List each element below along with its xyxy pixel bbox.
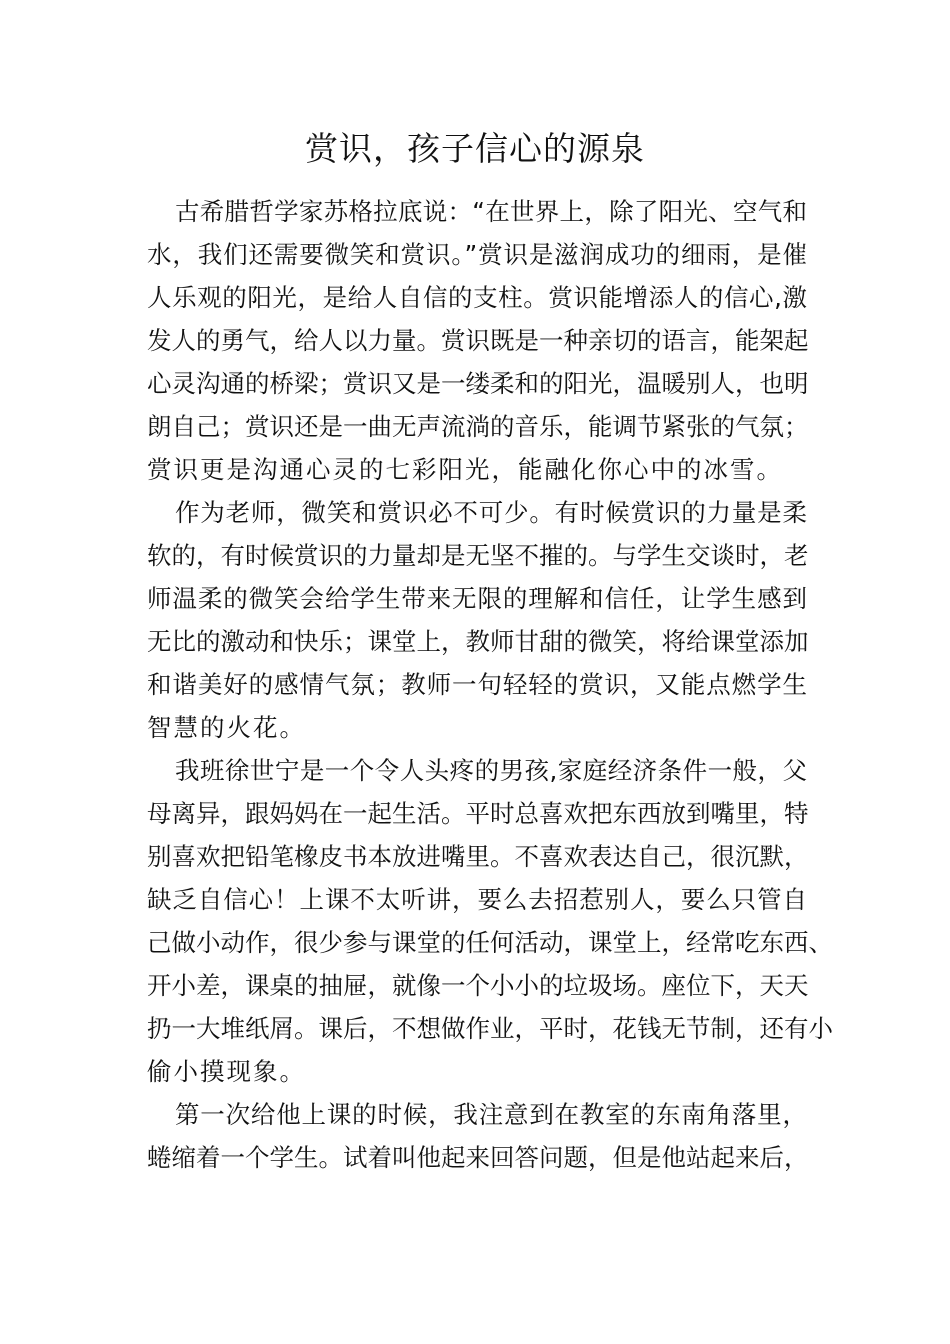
text-line: 水，我们还需要微笑和赏识。”赏识是滋润成功的细雨，是催	[147, 240, 807, 269]
text-line: 蜷缩着一个学生。试着叫他起来回答问题，但是他站起来后，	[147, 1143, 809, 1172]
text-line: 偷小摸现象。	[147, 1057, 306, 1086]
text-line: 古希腊哲学家苏格拉底说：“在世界上，除了阳光、空气和	[175, 197, 807, 226]
text-line: 师温柔的微笑会给学生带来无限的理解和信任，让学生感到	[147, 584, 807, 613]
text-line: 开小差，课桌的抽屉，就像一个小小的垃圾场。座位下，天天	[147, 971, 809, 1000]
text-line: 和谐美好的感情气氛；教师一句轻轻的赏识，又能点燃学生	[147, 670, 807, 699]
text-line: 人乐观的阳光，是给人自信的支柱。赏识能增添人的信心,激	[147, 283, 807, 312]
document-body	[147, 190, 833, 1179]
text-line: 软的，有时候赏识的力量却是无坚不摧的。与学生交谈时，老	[147, 541, 809, 570]
text-line: 我班徐世宁是一个令人头疼的男孩,家庭经济条件一般，父	[175, 756, 807, 785]
text-line: 心灵沟通的桥梁；赏识又是一缕柔和的阳光，温暖别人，也明	[147, 369, 809, 398]
text-line: 赏识更是沟通心灵的七彩阳光，能融化你心中的冰雪。	[147, 455, 783, 484]
text-line: 母离异，跟妈妈在一起生活。平时总喜欢把东西放到嘴里，特	[147, 799, 809, 828]
text-line: 作为老师，微笑和赏识必不可少。有时候赏识的力量是柔	[175, 498, 807, 527]
document-title: 赏识，孩子信心的源泉	[305, 129, 645, 168]
text-line: 第一次给他上课的时候，我注意到在教室的东南角落里，	[175, 1100, 807, 1129]
text-line: 缺乏自信心！上课不太听讲，要么去招惹别人，要么只管自	[147, 885, 807, 914]
text-line: 无比的激动和快乐；课堂上，教师甘甜的微笑，将给课堂添加	[147, 627, 809, 656]
text-line: 己做小动作，很少参与课堂的任何活动，课堂上，经常吃东西、	[147, 928, 833, 957]
text-line: 朗自己；赏识还是一曲无声流淌的音乐，能调节紧张的气氛；	[147, 412, 809, 441]
text-line: 扔一大堆纸屑。课后，不想做作业，平时，花钱无节制，还有小	[147, 1014, 833, 1043]
text-line: 别喜欢把铅笔橡皮书本放进嘴里。不喜欢表达自己，很沉默，	[147, 842, 809, 871]
text-line: 发人的勇气，给人以力量。赏识既是一种亲切的语言，能架起	[147, 326, 809, 355]
text-line: 智慧的火花。	[147, 713, 306, 742]
